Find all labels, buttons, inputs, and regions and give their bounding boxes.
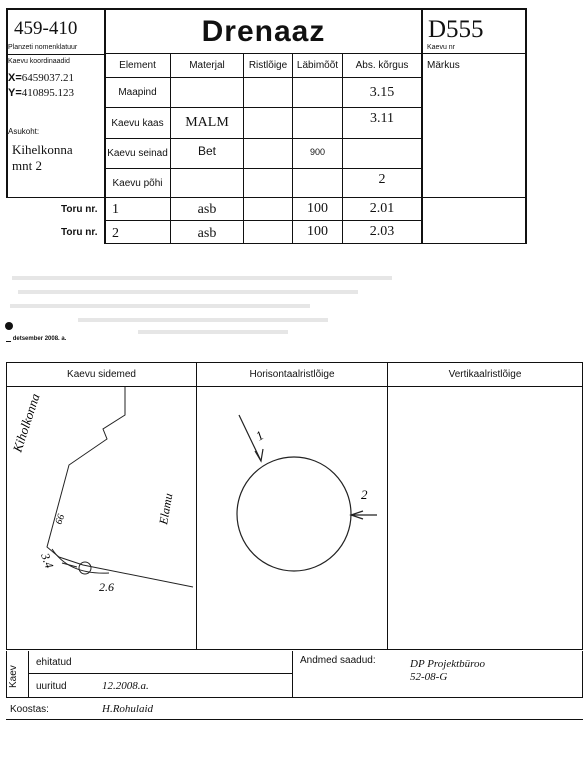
panel-title-horizontal: Horisontaalristlõige bbox=[249, 369, 335, 380]
pipe-label: Toru nr. bbox=[61, 227, 98, 238]
table-cell-material: MALM bbox=[185, 115, 229, 130]
table-cell-material: Bet bbox=[197, 143, 216, 158]
street-label: Kiholkonna bbox=[9, 391, 43, 454]
side-label: Kaev bbox=[8, 665, 19, 688]
pipe-diameter: 100 bbox=[307, 201, 328, 216]
pipe-height: 2.01 bbox=[369, 201, 395, 216]
pipe-height: 2.03 bbox=[369, 224, 395, 239]
panel-title-connections: Kaevu sidemed bbox=[67, 369, 136, 380]
location-line-1: Kihelkonna bbox=[12, 142, 73, 157]
pipe-material: asb bbox=[197, 226, 217, 241]
horizontal-section-sketch bbox=[197, 387, 387, 649]
x-coordinate bbox=[8, 72, 74, 84]
x-value: 6459037.21 bbox=[21, 72, 75, 84]
table-row-element: Kaevu seinad bbox=[107, 148, 168, 159]
pipe-2-label: 2 bbox=[361, 487, 368, 502]
location-caption: Asukoht: bbox=[8, 127, 40, 136]
pipe-label: Toru nr. bbox=[61, 204, 98, 215]
y-label: Y= bbox=[8, 87, 22, 99]
wall-label: 66 bbox=[53, 512, 68, 527]
table-row-element: Kaevu põhi bbox=[112, 177, 163, 189]
table-cell-height: 3.11 bbox=[370, 111, 394, 126]
pipe-diameter: 100 bbox=[307, 224, 328, 239]
column-header-height: Abs. kõrgus bbox=[355, 60, 409, 71]
map-number-caption: Planzeti nomenklatuur bbox=[8, 44, 78, 51]
well-id: D555 bbox=[428, 16, 484, 43]
underline-mark bbox=[6, 336, 11, 342]
dimension-a: 3.4 bbox=[38, 551, 57, 571]
coords-caption: Kaevu koordinaadid bbox=[8, 58, 70, 65]
y-value: 410895.123 bbox=[21, 87, 75, 99]
column-header-section: Ristlõige bbox=[248, 60, 288, 71]
column-header-element: Element bbox=[119, 60, 156, 71]
table-cell-height: 2 bbox=[378, 172, 386, 187]
panel-title-vertical: Vertikaalristlõige bbox=[448, 369, 522, 380]
document-title: Drenaaz bbox=[201, 14, 326, 48]
source-line-2: 52-08-G bbox=[410, 671, 448, 683]
column-header-diameter: Läbimõõt bbox=[296, 60, 339, 71]
source-line-1: DP Projektbüroo bbox=[410, 658, 486, 670]
column-header-remark: Märkus bbox=[427, 60, 460, 71]
source-label: Andmed saadud: bbox=[300, 655, 376, 666]
table-cell-height: 3.15 bbox=[369, 84, 395, 100]
x-label: X= bbox=[8, 72, 22, 84]
dimension-b: 2.6 bbox=[99, 580, 114, 594]
pipe-1-label: 1 bbox=[253, 427, 267, 444]
author-label: Koostas: bbox=[10, 704, 49, 715]
date-note bbox=[6, 336, 66, 342]
pipe-number: 1 bbox=[112, 202, 119, 217]
surveyed-value: 12.2008.a. bbox=[102, 680, 149, 692]
pipe-number: 2 bbox=[112, 226, 119, 241]
surveyed-label: uuritud bbox=[36, 681, 67, 692]
house-label: Elamu bbox=[156, 492, 176, 526]
column-header-material: Materjal bbox=[189, 60, 225, 71]
location-sketch bbox=[7, 387, 196, 649]
author-value: H.Rohulaid bbox=[102, 703, 154, 715]
built-label: ehitatud bbox=[36, 657, 72, 668]
date-text: detsember 2008. a. bbox=[12, 336, 67, 342]
table-row-element: Kaevu kaas bbox=[111, 117, 164, 129]
location-line-2: mnt 2 bbox=[12, 158, 42, 173]
bullet-mark bbox=[5, 322, 13, 330]
y-coordinate bbox=[8, 87, 74, 99]
well-id-caption: Kaevu nr bbox=[427, 44, 456, 51]
table-row-element: Maapind bbox=[118, 87, 157, 98]
pipe-material: asb bbox=[197, 202, 217, 217]
faded-print-noise bbox=[8, 270, 428, 340]
table-cell-diameter: 900 bbox=[309, 146, 326, 157]
map-number: 459-410 bbox=[14, 18, 78, 39]
